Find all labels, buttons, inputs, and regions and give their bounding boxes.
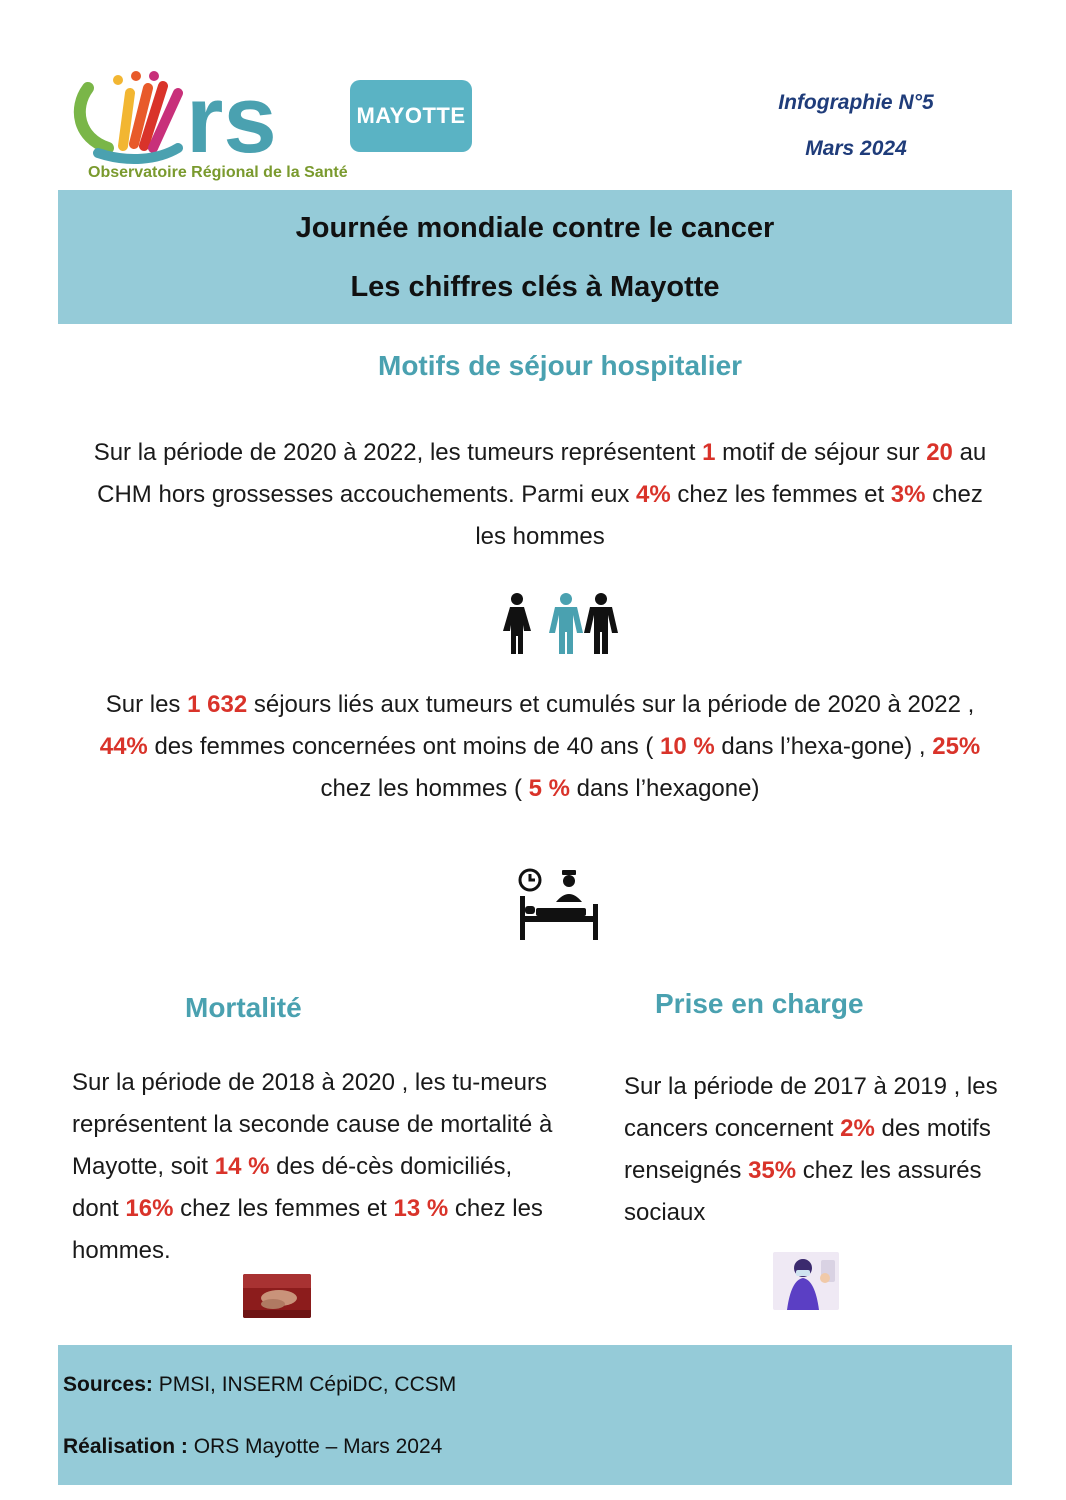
highlight-value: 4% bbox=[636, 481, 671, 508]
sources-value: PMSI, INSERM CépiDC, CCSM bbox=[152, 1373, 457, 1396]
highlight-value: 10 % bbox=[660, 733, 715, 760]
text: des dé-cès domiciliés, dont bbox=[72, 1153, 513, 1222]
footer-banner bbox=[58, 1345, 1012, 1485]
mortality-paragraph bbox=[72, 1062, 556, 1272]
text: chez les assurés sociaux bbox=[624, 1157, 982, 1226]
highlight-value: 35% bbox=[748, 1157, 797, 1184]
text: dans l’hexa-gone) , bbox=[714, 733, 933, 760]
logo-mark-icon bbox=[68, 68, 278, 168]
text: Sur la période de 2017 à 2019 , les cancers concernent bbox=[624, 1073, 998, 1142]
highlight-value: 1 632 bbox=[187, 691, 248, 718]
hospital-paragraph-2 bbox=[80, 684, 1000, 810]
text: Sur les bbox=[105, 691, 188, 718]
made-by-line bbox=[63, 1435, 442, 1459]
infographic-meta bbox=[746, 80, 966, 172]
section-heading-mortality: Mortalité bbox=[185, 992, 302, 1023]
logo-badge: MAYOTTE bbox=[350, 80, 472, 152]
highlight-value: 3% bbox=[890, 481, 926, 508]
text: chez les hommes. bbox=[72, 1195, 543, 1264]
highlight-value: 44% bbox=[99, 733, 148, 760]
svg-text:rs: rs bbox=[186, 68, 277, 168]
highlight-value: 25% bbox=[932, 733, 981, 760]
text: chez les femmes et bbox=[670, 481, 891, 508]
ors-logo bbox=[68, 68, 466, 188]
title-banner bbox=[58, 190, 1012, 324]
highlight-value: 20 bbox=[926, 439, 953, 466]
care-paragraph bbox=[624, 1066, 1009, 1234]
text: séjours liés aux tumeurs et cumulés sur la période de 2020 à 2022 , bbox=[247, 691, 975, 718]
text: Sur la période de 2020 à 2022, les tumeurs représentent bbox=[93, 439, 703, 466]
text: dans l’hexagone) bbox=[569, 775, 760, 802]
highlight-value: 13 % bbox=[393, 1195, 449, 1222]
page-subtitle: Les chiffres clés à Mayotte bbox=[350, 271, 720, 303]
made-by-value: ORS Mayotte – Mars 2024 bbox=[187, 1435, 443, 1458]
logo-subtitle: Observatoire Régional de la Santé bbox=[88, 164, 348, 181]
text: des femmes concernées ont moins de 40 ans ( bbox=[147, 733, 661, 760]
text: chez les hommes bbox=[475, 481, 983, 550]
section-heading-care: Prise en charge bbox=[655, 988, 864, 1019]
infographic-date: Mars 2024 bbox=[805, 137, 907, 160]
highlight-value: 1 bbox=[702, 439, 716, 466]
page-title: Journée mondiale contre le cancer bbox=[295, 212, 775, 244]
made-by-label: Réalisation : bbox=[63, 1435, 188, 1458]
sources-label: Sources: bbox=[63, 1373, 153, 1396]
text: Sur la période de 2018 à 2020 , les tu-meurs représentent la seconde cause de mortalité à Mayotte, soit bbox=[72, 1069, 553, 1180]
highlight-value: 16% bbox=[125, 1195, 174, 1222]
people-icon bbox=[500, 592, 622, 656]
sources-line bbox=[63, 1373, 456, 1397]
hands-photo bbox=[243, 1274, 311, 1318]
doctor-photo bbox=[773, 1252, 839, 1310]
text: des motifs renseignés bbox=[624, 1115, 991, 1184]
hospital-paragraph-1 bbox=[90, 432, 990, 558]
highlight-value: 14 % bbox=[214, 1153, 270, 1180]
highlight-value: 2% bbox=[840, 1115, 875, 1142]
section-heading-hospital: Motifs de séjour hospitalier bbox=[378, 350, 743, 381]
text: au CHM hors grossesses accouchements. Parmi eux bbox=[97, 439, 987, 508]
highlight-value: 5 % bbox=[528, 775, 570, 802]
text: chez les hommes ( bbox=[320, 775, 529, 802]
infographic-number: Infographie N°5 bbox=[778, 91, 934, 114]
hospital-bed-icon bbox=[516, 866, 602, 942]
text: motif de séjour sur bbox=[715, 439, 927, 466]
text: chez les femmes et bbox=[173, 1195, 394, 1222]
